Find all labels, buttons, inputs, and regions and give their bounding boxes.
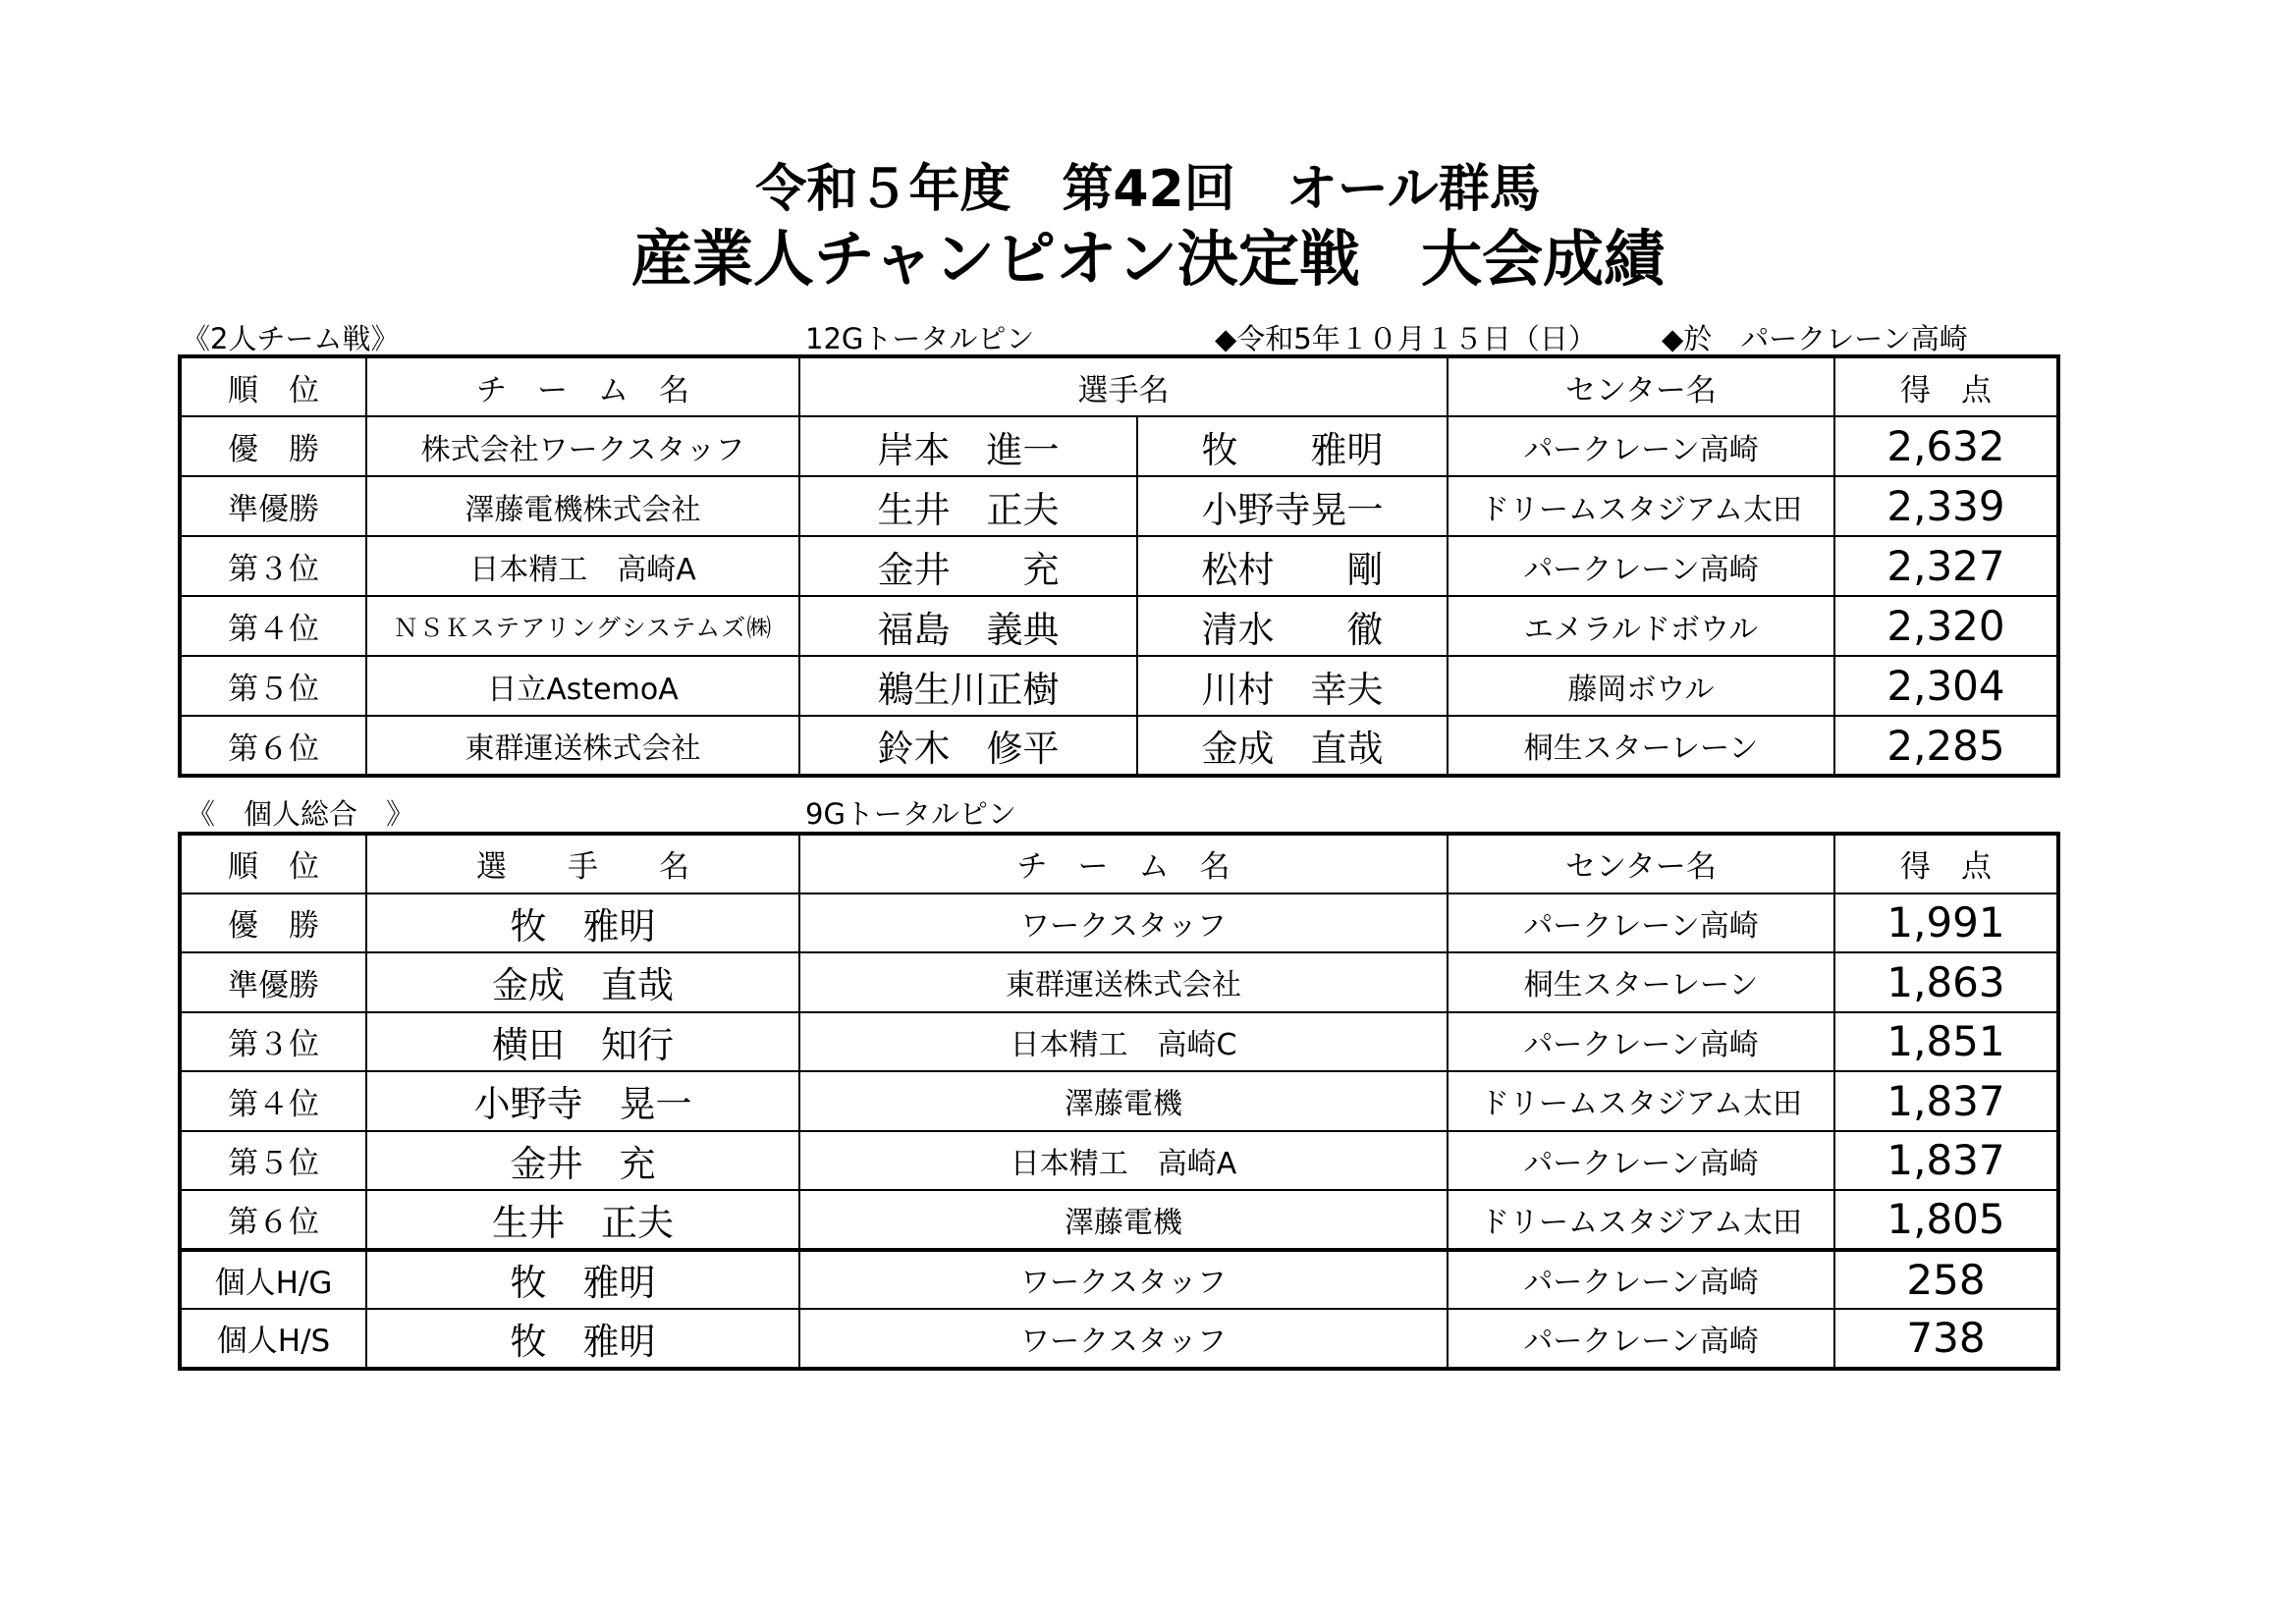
team-cell: 株式会社ワークスタッフ xyxy=(366,416,799,476)
center-cell: パークレーン高崎 xyxy=(1448,893,1834,953)
header-center: センター名 xyxy=(1448,834,1834,893)
team-cell: 澤藤電機 xyxy=(799,1071,1448,1131)
table-row xyxy=(180,536,2058,596)
table-row xyxy=(180,1309,2058,1369)
individual-event-label: 《 個人総合 》 xyxy=(187,797,415,831)
table-row xyxy=(180,1250,2058,1310)
table-header-row xyxy=(180,356,2058,416)
team-cell: 日立AstemoA xyxy=(366,656,799,716)
rank-cell: 個人H/S xyxy=(180,1309,366,1369)
center-cell: 桐生スターレーン xyxy=(1448,716,1834,776)
header-score: 得 点 xyxy=(1834,834,2058,893)
header-players: 選手名 xyxy=(799,356,1448,416)
rank-cell: 第３位 xyxy=(180,536,366,596)
table-row xyxy=(180,1190,2058,1250)
header-team: チ ー ム 名 xyxy=(799,834,1448,893)
header-rank: 順 位 xyxy=(180,834,366,893)
team-event-label: 《2人チーム戦》 xyxy=(182,322,400,355)
center-cell: パークレーン高崎 xyxy=(1448,536,1834,596)
center-cell: ドリームスタジアム太田 xyxy=(1448,476,1834,536)
header-rank: 順 位 xyxy=(180,356,366,416)
event-venue: ◆於 パークレーン高崎 xyxy=(1662,322,1968,355)
score-cell: 2,632 xyxy=(1834,416,2058,476)
rank-cell: 第４位 xyxy=(180,596,366,656)
player1-cell: 岸本 進一 xyxy=(799,416,1137,476)
team-cell: 日本精工 高崎A xyxy=(366,536,799,596)
rank-cell: 第５位 xyxy=(180,656,366,716)
player2-cell: 小野寺晃一 xyxy=(1137,476,1448,536)
table-row xyxy=(180,952,2058,1012)
header-center: センター名 xyxy=(1448,356,1834,416)
table-row xyxy=(180,656,2058,716)
center-cell: エメラルドボウル xyxy=(1448,596,1834,656)
score-cell: 1,837 xyxy=(1834,1071,2058,1131)
score-cell: 2,327 xyxy=(1834,536,2058,596)
table-row xyxy=(180,1071,2058,1131)
score-cell: 258 xyxy=(1834,1250,2058,1310)
score-cell: 738 xyxy=(1834,1309,2058,1369)
rank-cell: 第６位 xyxy=(180,1190,366,1250)
player1-cell: 鈴木 修平 xyxy=(799,716,1137,776)
team-cell: ワークスタッフ xyxy=(799,893,1448,953)
rank-cell: 第３位 xyxy=(180,1012,366,1072)
player-cell: 牧 雅明 xyxy=(366,893,799,953)
score-cell: 2,339 xyxy=(1834,476,2058,536)
table-row xyxy=(180,716,2058,776)
table-header-row xyxy=(180,834,2058,893)
rank-cell: 優 勝 xyxy=(180,893,366,953)
center-cell: ドリームスタジアム太田 xyxy=(1448,1071,1834,1131)
player2-cell: 松村 剛 xyxy=(1137,536,1448,596)
team-results-table xyxy=(178,354,2060,778)
center-cell: パークレーン高崎 xyxy=(1448,1309,1834,1369)
player-cell: 生井 正夫 xyxy=(366,1190,799,1250)
page-title-line2: 産業人チャンピオン決定戦 大会成績 xyxy=(630,223,1666,295)
score-cell: 2,320 xyxy=(1834,596,2058,656)
player1-cell: 鵜生川正樹 xyxy=(799,656,1137,716)
team-cell: ワークスタッフ xyxy=(799,1309,1448,1369)
center-cell: パークレーン高崎 xyxy=(1448,416,1834,476)
table-row xyxy=(180,1131,2058,1191)
player1-cell: 生井 正夫 xyxy=(799,476,1137,536)
center-cell: パークレーン高崎 xyxy=(1448,1250,1834,1310)
header-player: 選 手 名 xyxy=(366,834,799,893)
table-row xyxy=(180,416,2058,476)
player-cell: 金井 充 xyxy=(366,1131,799,1191)
rank-cell: 第６位 xyxy=(180,716,366,776)
center-cell: 桐生スターレーン xyxy=(1448,952,1834,1012)
player-cell: 牧 雅明 xyxy=(366,1309,799,1369)
individual-results-table xyxy=(178,832,2060,1371)
team-cell: ワークスタッフ xyxy=(799,1250,1448,1310)
rank-cell: 第４位 xyxy=(180,1071,366,1131)
table-row xyxy=(180,1012,2058,1072)
player1-cell: 金井 充 xyxy=(799,536,1137,596)
player2-cell: 金成 直哉 xyxy=(1137,716,1448,776)
score-cell: 2,304 xyxy=(1834,656,2058,716)
score-cell: 1,863 xyxy=(1834,952,2058,1012)
score-cell: 1,851 xyxy=(1834,1012,2058,1072)
score-cell: 1,837 xyxy=(1834,1131,2058,1191)
center-cell: パークレーン高崎 xyxy=(1448,1012,1834,1072)
rank-cell: 個人H/G xyxy=(180,1250,366,1310)
player-cell: 金成 直哉 xyxy=(366,952,799,1012)
rank-cell: 優 勝 xyxy=(180,416,366,476)
header-score: 得 点 xyxy=(1834,356,2058,416)
individual-event-format: 9Gトータルピン xyxy=(805,797,1016,831)
team-cell: 東群運送株式会社 xyxy=(366,716,799,776)
team-cell: 澤藤電機 xyxy=(799,1190,1448,1250)
score-cell: 2,285 xyxy=(1834,716,2058,776)
score-cell: 1,805 xyxy=(1834,1190,2058,1250)
center-cell: 藤岡ボウル xyxy=(1448,656,1834,716)
table-row xyxy=(180,476,2058,536)
page-title-line1: 令和５年度 第42回 オール群馬 xyxy=(755,160,1541,219)
center-cell: ドリームスタジアム太田 xyxy=(1448,1190,1834,1250)
header-team: チ ー ム 名 xyxy=(366,356,799,416)
rank-cell: 第５位 xyxy=(180,1131,366,1191)
rank-cell: 準優勝 xyxy=(180,952,366,1012)
player1-cell: 福島 義典 xyxy=(799,596,1137,656)
table-row xyxy=(180,596,2058,656)
team-cell: 澤藤電機株式会社 xyxy=(366,476,799,536)
player2-cell: 川村 幸夫 xyxy=(1137,656,1448,716)
player2-cell: 清水 徹 xyxy=(1137,596,1448,656)
player2-cell: 牧 雅明 xyxy=(1137,416,1448,476)
rank-cell: 準優勝 xyxy=(180,476,366,536)
table-row xyxy=(180,893,2058,953)
player-cell: 小野寺 晃一 xyxy=(366,1071,799,1131)
team-cell: 東群運送株式会社 xyxy=(799,952,1448,1012)
event-date: ◆令和5年１０月１５日（日） xyxy=(1215,322,1597,355)
team-cell: 日本精工 高崎A xyxy=(799,1131,1448,1191)
player-cell: 横田 知行 xyxy=(366,1012,799,1072)
team-cell: 日本精工 高崎C xyxy=(799,1012,1448,1072)
center-cell: パークレーン高崎 xyxy=(1448,1131,1834,1191)
score-cell: 1,991 xyxy=(1834,893,2058,953)
team-event-format: 12Gトータルピン xyxy=(805,322,1035,355)
player-cell: 牧 雅明 xyxy=(366,1250,799,1310)
team-cell: ＮＳＫステアリングシステムズ㈱ xyxy=(366,596,799,656)
